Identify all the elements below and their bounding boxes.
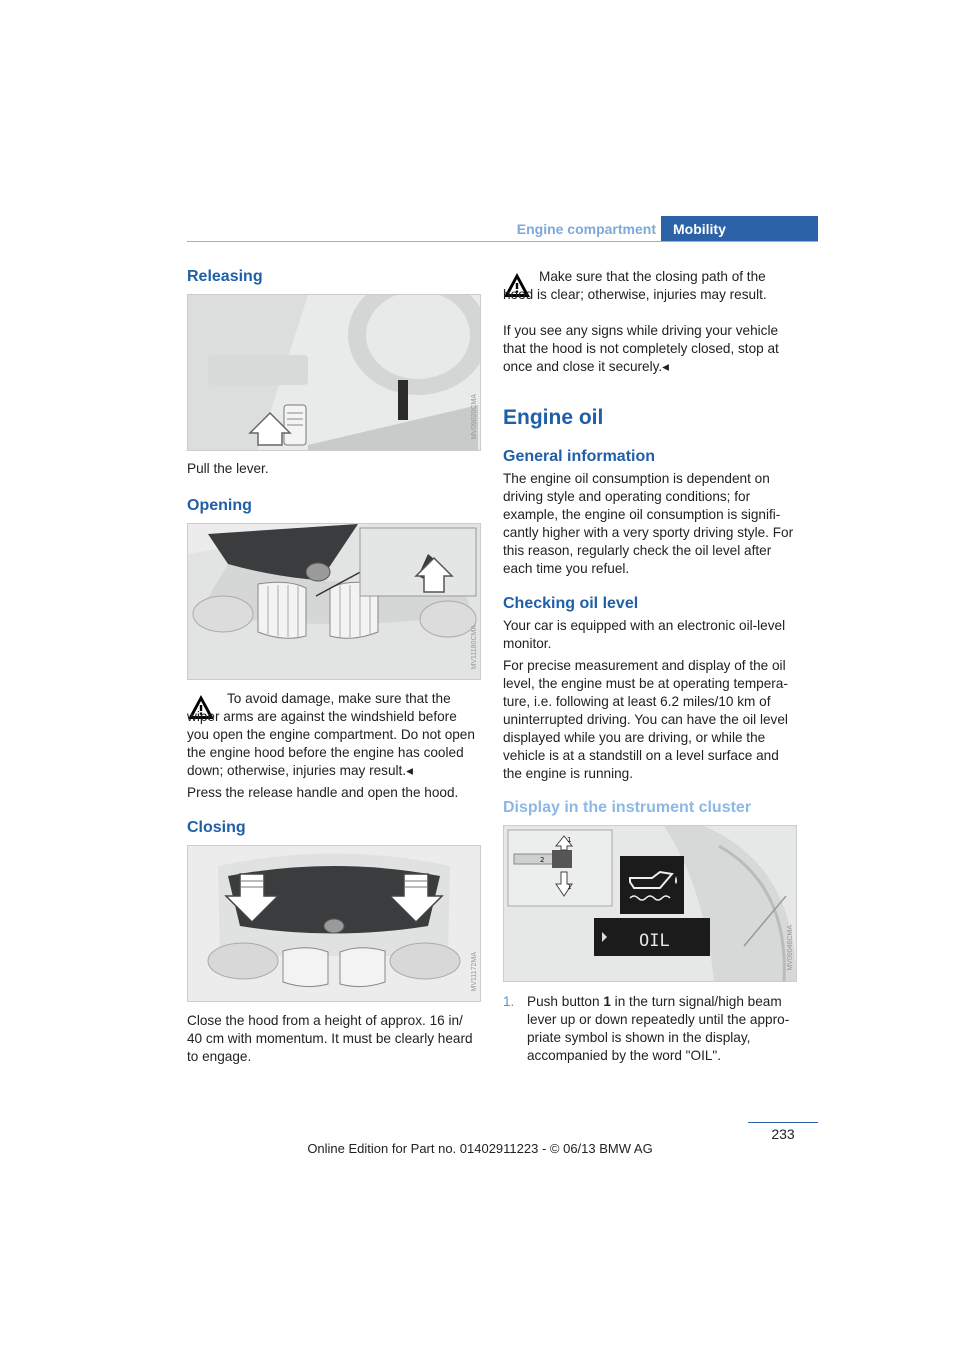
checking-text-1: Your car is equipped with an electronic oil-level monitor. xyxy=(503,618,786,651)
figure-code: MV11172MA xyxy=(471,951,478,991)
page-number: 233 xyxy=(771,1126,795,1142)
callout-1b: 1 xyxy=(567,883,572,891)
instrument-cluster-illustration xyxy=(504,826,796,981)
release-lever-illustration xyxy=(188,295,480,450)
closing-text: Close the hood from a height of approx. 16 in/ 40 cm with momentum. It must be clearly heard to engage. xyxy=(187,1013,473,1064)
general-information-text: The engine oil consumption is dependent on driving style and operating conditions; for example, the engine oil consumption is signifi-cantly higher with a very sporty driving style. For this reason, regularly check the oil level after each time you refuel. xyxy=(503,471,794,576)
footer-rule xyxy=(748,1122,818,1123)
oil-display-label: OIL xyxy=(639,931,670,951)
checking-text-2: For precise measurement and display of the oil level, the engine must be at operating tempera-ture, i.e. following at least 6.2 miles/10 km of uninterrupted driving. You can have the oil level displayed while you are driving, or while the vehicle is at a standstill on a level surface and the engine is running. xyxy=(503,658,788,781)
callout-2: 2 xyxy=(540,856,545,864)
figure-closing-hood xyxy=(187,845,481,1002)
figure-code: MV11180CMA xyxy=(471,624,478,669)
header-section-title: Engine compartment xyxy=(516,221,656,237)
figure-code: MV09046CMA xyxy=(787,925,794,971)
header-tab-mobility[interactable]: Mobility xyxy=(661,216,818,242)
heading-engine-oil: Engine oil xyxy=(503,406,604,429)
heading-opening: Opening xyxy=(187,497,252,514)
figure-instrument-cluster xyxy=(503,825,797,982)
closing-warning-text: Make sure that the closing path of the hood is clear; otherwise, injuries may result. xyxy=(503,269,767,302)
step-number: 1. xyxy=(503,994,515,1009)
heading-closing: Closing xyxy=(187,819,246,836)
step-1-text: Push button 1 in the turn signal/high beam lever up or down repeatedly until the appro-priate symbol is shown in the display, accompanied by the word "OIL". xyxy=(527,994,790,1063)
opening-warning-text: To avoid damage, make sure that the wiper arms are against the windshield before you open the engine compartment. Do not open the engine hood before the engine has cooled down; otherwise, injuries may result.◂ xyxy=(187,691,475,778)
closing-warning-text-2: If you see any signs while driving your vehicle that the hood is not completely closed, stop at once and close it securely.◂ xyxy=(503,323,779,374)
callout-1: 1 xyxy=(567,836,572,844)
heading-checking-oil-level: Checking oil level xyxy=(503,595,639,612)
footer-edition: Online Edition for Part no. 01402911223 - © 06/13 BMW AG xyxy=(307,1141,653,1156)
figure-release-lever xyxy=(187,294,481,451)
opening-hood-illustration xyxy=(188,524,480,679)
header-rule xyxy=(187,241,818,242)
step-1-button-ref: 1 xyxy=(603,994,611,1009)
figure-code: MV09020CMA xyxy=(471,394,478,440)
heading-display-instrument-cluster: Display in the instrument cluster xyxy=(503,799,752,816)
figure-opening-hood xyxy=(187,523,481,680)
heading-general-information: General information xyxy=(503,448,656,465)
heading-releasing: Releasing xyxy=(187,268,263,285)
opening-text: Press the release handle and open the hood. xyxy=(187,785,459,800)
closing-hood-illustration xyxy=(188,846,480,1001)
releasing-text: Pull the lever. xyxy=(187,461,269,476)
